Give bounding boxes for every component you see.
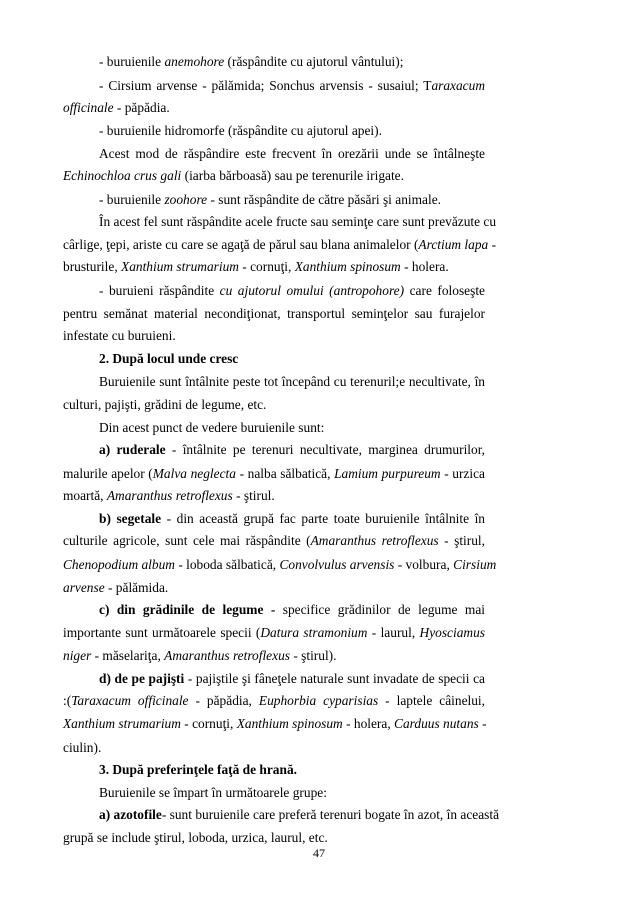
italic-run: niger [63,648,92,663]
italic-run: araxacum [431,78,485,93]
text-line [63,100,485,116]
text-line [63,580,485,596]
text-line [63,328,485,344]
text-run: - păpădia. [113,100,170,115]
text-run: - ştirul. [232,488,275,503]
text-run: Buruienile se împart în următoarele grupe: [99,785,327,800]
text-run: - cornuţi, [180,716,237,731]
text-run: În acest fel sunt răspândite acele fructe sau seminţe care sunt prevăzute cu [99,214,497,229]
text-run: - măselariţa, [91,648,165,663]
text-run: - laptele câinelui, [378,693,485,708]
heading-run: b) segetale [99,511,162,526]
italic-run: Datura stramonium [260,625,368,640]
text-line [99,762,485,778]
text-line [99,123,485,139]
heading-run: a) ruderale [99,442,166,457]
text-run: pentru semănat material necondiţionat, transportul seminţelor sau furajelor [63,306,485,321]
text-run: culturi, pajişti, grădini de legume, etc. [63,397,267,412]
italic-run: Carduus nutans [394,716,479,731]
text-run: cârlige, ţepi, ariste cu care se agaţă de părul sau blana animalelor ( [63,237,419,252]
italic-run: Arctium lapa [418,237,489,252]
text-run: - holera. [400,259,449,274]
text-run: malurile apelor ( [63,466,153,481]
text-run: - Cirsium arvense - pălămida; Sonchus arvensis - susaiul; T [99,78,432,93]
text-run: - [488,237,497,252]
text-run: - laurul, [367,625,420,640]
text-line [99,78,485,94]
italic-run: Amaranthus retroflexus [164,648,290,663]
italic-run: officinale [63,100,114,115]
text-line [63,259,485,275]
text-run: - buruienile [99,54,165,69]
text-run: (răspândite cu ajutorul vântului); [224,54,404,69]
text-run: moartă, [63,488,107,503]
text-line [63,306,485,322]
heading-run: d) de pe pajişti [99,671,185,686]
italic-run: Xanthium strumarium [121,259,239,274]
text-run: Acest mod de răspândire este frecvent în orezării unde se întâlneşte [99,146,485,161]
text-line [99,420,485,436]
text-run: Din acest punct de vedere buruienile sunt: [99,420,325,435]
italic-run: arvense [63,580,105,595]
text-run: infestate cu buruieni. [63,328,176,343]
text-line [99,807,500,823]
text-line [63,557,497,573]
text-line [63,625,485,641]
text-line [99,511,485,527]
text-run: brusturile, [63,259,122,274]
text-line [63,237,497,253]
italic-run: Convolvulus arvensis [279,557,395,572]
text-run: - sunt buruienile care preferă terenuri bogate în azot, în această [161,807,500,822]
text-line [63,648,485,664]
italic-run: Chenopodium album [63,557,175,572]
text-run: - [478,716,487,731]
text-run: - holera, [342,716,395,731]
text-line [99,54,485,70]
text-line [99,214,497,230]
text-run: - buruieni răspândite [99,283,220,298]
text-run: - nalba sălbatică, [235,466,335,481]
text-run: - pălămida. [104,580,169,595]
text-line [63,466,485,482]
italic-run: anemohore [164,54,225,69]
text-run: (iarba bărboasă) sau pe terenurile irigate. [181,168,404,183]
text-line [99,283,485,299]
italic-run: Malva neglecta [152,466,236,481]
text-line [99,192,485,208]
italic-run: Hyosciamus [419,625,485,640]
text-line [63,830,485,846]
italic-run: Xanthium spinosum [236,716,343,731]
text-run: Buruienile sunt întâlnite peste tot începând cu terenuril;e necultivate, în [99,374,485,389]
italic-run: Xanthium strumarium [63,716,181,731]
text-line [99,146,485,162]
italic-run: Amaranthus retroflexus [310,533,439,548]
heading-run: c) din grădinile de legume - [99,602,276,617]
italic-run: Xanthium spinosum [294,259,401,274]
italic-run: Cirsium [453,557,497,572]
heading-run: 3. După preferinţele faţă de hrană. [99,762,297,777]
text-line [63,693,485,709]
text-run: specifice grădinilor de legume mai [275,602,485,617]
text-run: - păpădia, [188,693,259,708]
italic-run: cu ajutorul omului (antropohore) [219,283,405,298]
italic-run: zoohore [164,192,208,207]
text-run: - cornuţi, [238,259,295,274]
text-line [99,785,485,801]
text-run: grupă se include ştirul, loboda, urzica, laurul, etc. [63,830,328,845]
text-line [63,533,485,549]
text-line [63,716,485,732]
heading-run: a) azotofile [99,807,162,822]
text-line [99,374,485,390]
page-number: 47 [313,846,325,860]
italic-run: Amaranthus retroflexus [106,488,233,503]
text-run: importante sunt următoarele specii ( [63,625,261,640]
text-run: - ştirul, [438,533,486,548]
text-run: - buruienile hidromorfe (răspândite cu ajutorul apei). [99,123,382,138]
text-line [63,740,485,756]
text-line [99,602,485,618]
text-run: care foloseşte [404,283,485,298]
text-run: - sunt răspândite de către păsări şi animale. [207,192,441,207]
italic-run: Echinochloa crus gali [63,168,182,183]
text-run: - loboda sălbatică, [174,557,280,572]
text-run: - întâlnite pe terenuri necultivate, marginea drumurilor, [165,442,485,457]
text-run: :( [63,693,72,708]
text-run: - ştirul). [289,648,337,663]
italic-run: Taraxacum officinale [71,693,189,708]
text-run: - din această grupă fac parte toate buruienile întâlnite în [161,511,485,526]
text-line [63,488,485,504]
text-line [99,351,485,367]
text-line [99,671,485,687]
text-line [99,442,485,458]
text-line [63,168,485,184]
heading-run: 2. După locul unde cresc [99,351,239,366]
text-run: - urzica [440,466,485,481]
text-run: - pajiştile şi fâneţele naturale sunt invadate de specii ca [184,671,485,686]
text-run: - volbura, [394,557,454,572]
text-line [63,397,485,413]
text-run: - buruienile [99,192,165,207]
text-run: culturile agricole, sunt cele mai răspândite ( [63,533,311,548]
italic-run: Lamium purpureum [334,466,441,481]
italic-run: Euphorbia cyparisias [258,693,379,708]
text-run: ciulin). [63,740,102,755]
